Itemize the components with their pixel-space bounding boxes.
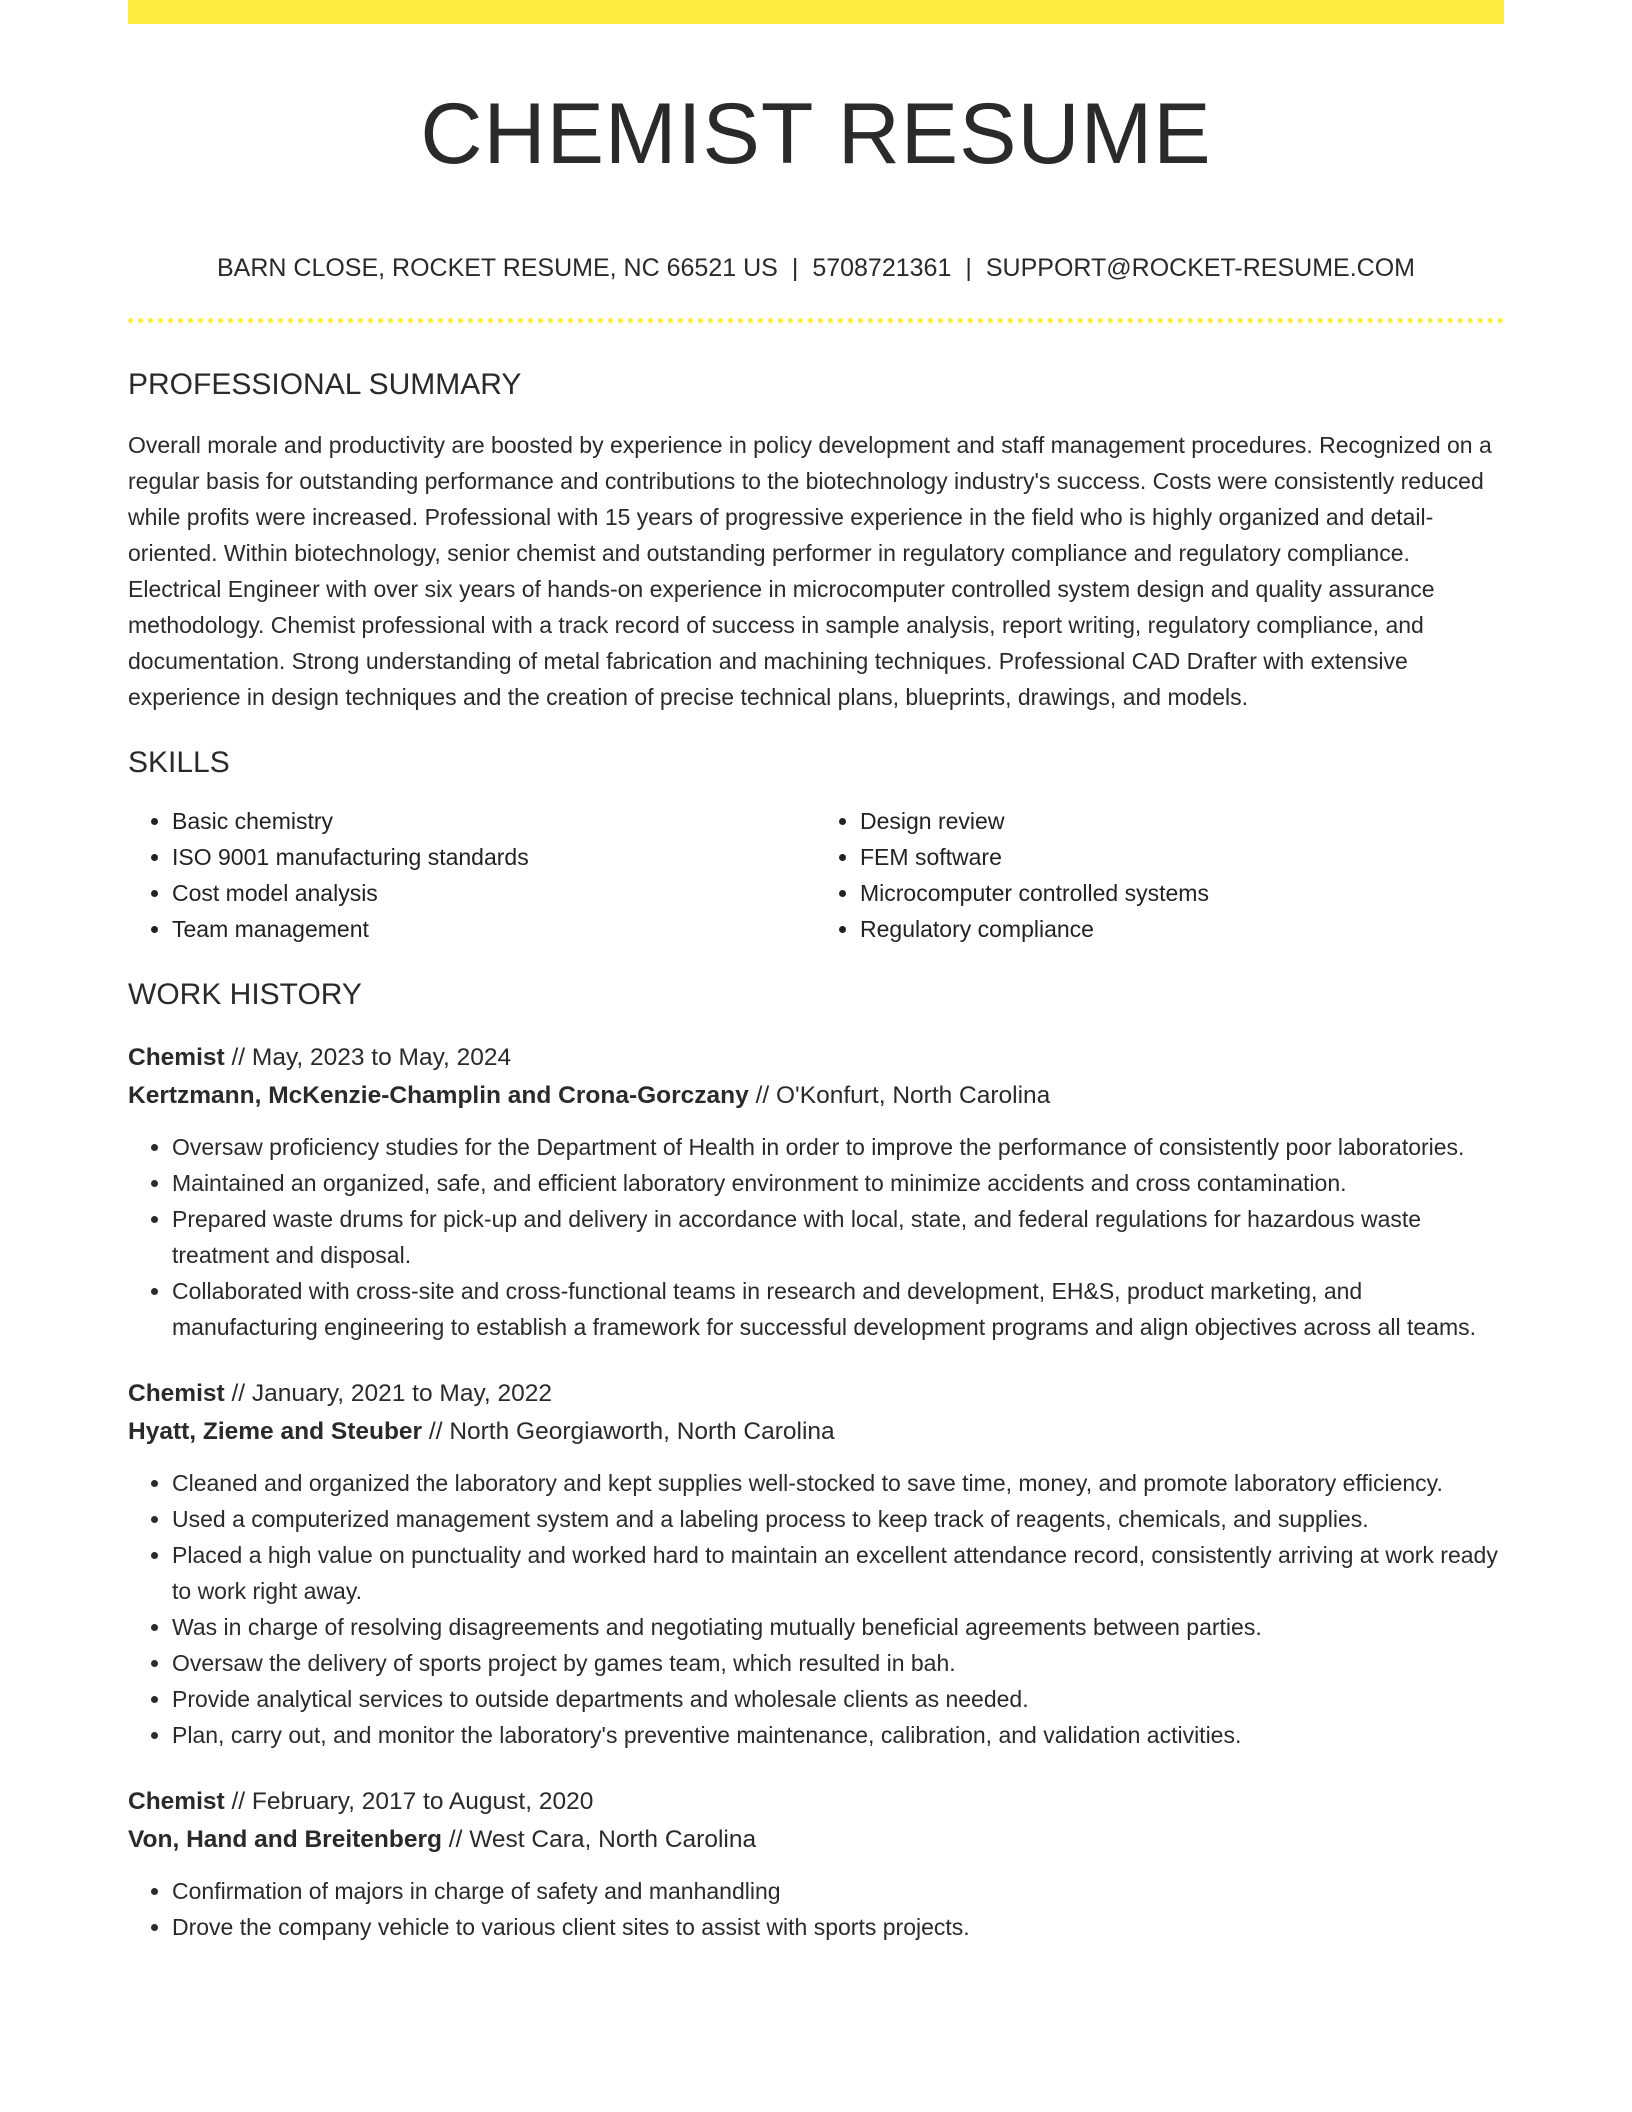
skills-list bbox=[128, 803, 1504, 947]
job-separator: // bbox=[442, 1826, 470, 1853]
skills-column-left bbox=[128, 803, 816, 947]
accent-top-bar bbox=[128, 0, 1504, 24]
job-separator: // bbox=[224, 1380, 252, 1407]
resume-page bbox=[128, 0, 1504, 1945]
resume-title: CHEMIST RESUME bbox=[420, 86, 1212, 182]
job-bullet: • Plan, carry out, and monitor the laboratory's preventive maintenance, calibration, and validation activities. bbox=[172, 1717, 1504, 1753]
job-bullet: • Maintained an organized, safe, and efficient laboratory environment to minimize accidents and cross contamination. bbox=[172, 1165, 1504, 1201]
job-location: O'Konfurt, North Carolina bbox=[776, 1082, 1051, 1109]
skill-item: • Microcomputer controlled systems bbox=[860, 875, 1504, 911]
job-bullet: • Oversaw proficiency studies for the Department of Health in order to improve the performance of consistently poor laboratories. bbox=[172, 1129, 1504, 1165]
job-bullet: • Was in charge of resolving disagreements and negotiating mutually beneficial agreements between parties. bbox=[172, 1609, 1504, 1645]
job-company: Hyatt, Zieme and Steuber bbox=[128, 1418, 423, 1445]
job-role: Chemist bbox=[128, 1380, 225, 1407]
job-company: Kertzmann, McKenzie-Champlin and Crona-Gorczany bbox=[128, 1082, 749, 1109]
work-history-heading: WORK HISTORY bbox=[128, 978, 362, 1011]
job-location: North Georgiaworth, North Carolina bbox=[449, 1418, 835, 1445]
contact-line bbox=[128, 252, 1504, 284]
job-bullet: • Cleaned and organized the laboratory and kept supplies well-stocked to save time, money, and promote laboratory efficiency. bbox=[172, 1465, 1504, 1501]
job-entry bbox=[128, 1783, 1504, 1945]
job-role-line bbox=[128, 1783, 1504, 1821]
job-bullets bbox=[128, 1465, 1504, 1753]
skill-item: • Basic chemistry bbox=[172, 803, 816, 839]
job-role: Chemist bbox=[128, 1788, 225, 1815]
skill-item: • ISO 9001 manufacturing standards bbox=[172, 839, 816, 875]
job-company: Von, Hand and Breitenberg bbox=[128, 1826, 442, 1853]
job-company-line bbox=[128, 1821, 1504, 1859]
job-bullet: • Used a computerized management system and a labeling process to keep track of reagents, chemicals, and supplies. bbox=[172, 1501, 1504, 1537]
job-bullet: • Oversaw the delivery of sports project by games team, which resulted in bah. bbox=[172, 1645, 1504, 1681]
job-role-line bbox=[128, 1039, 1504, 1077]
job-location: West Cara, North Carolina bbox=[469, 1826, 757, 1853]
job-dates: January, 2021 to May, 2022 bbox=[251, 1380, 552, 1407]
contact-separator: | bbox=[965, 254, 972, 282]
contact-separator: | bbox=[791, 254, 799, 282]
job-separator: // bbox=[224, 1788, 252, 1815]
skill-item: • Cost model analysis bbox=[172, 875, 816, 911]
skills-column-right bbox=[816, 803, 1504, 947]
job-bullet: • Drove the company vehicle to various client sites to assist with sports projects. bbox=[172, 1909, 1504, 1945]
skill-item: • Design review bbox=[860, 803, 1504, 839]
job-dates: February, 2017 to August, 2020 bbox=[251, 1788, 594, 1815]
job-entry bbox=[128, 1039, 1504, 1345]
job-bullet: • Placed a high value on punctuality and worked hard to maintain an excellent attendance record, consistently arriving at work ready to work right away. bbox=[172, 1537, 1504, 1609]
contact-email: SUPPORT@ROCKET-RESUME.COM bbox=[985, 254, 1415, 282]
skills-heading: SKILLS bbox=[128, 746, 230, 779]
job-entry bbox=[128, 1375, 1504, 1753]
skill-item: • FEM software bbox=[860, 839, 1504, 875]
job-role-line bbox=[128, 1375, 1504, 1413]
job-role: Chemist bbox=[128, 1044, 225, 1071]
job-bullet: • Prepared waste drums for pick-up and delivery in accordance with local, state, and federal regulations for hazardous waste treatment and disposal. bbox=[172, 1201, 1504, 1273]
job-bullet: • Collaborated with cross-site and cross-functional teams in research and development, EH&S, product marketing, and manufacturing engineering to establish a framework for successful development programs and align objectives across all teams. bbox=[172, 1273, 1504, 1345]
contact-address: BARN CLOSE, ROCKET RESUME, NC 66521 US bbox=[216, 254, 778, 282]
skill-item: • Team management bbox=[172, 911, 816, 947]
skill-item: • Regulatory compliance bbox=[860, 911, 1504, 947]
job-separator: // bbox=[224, 1044, 252, 1071]
summary-text: Overall morale and productivity are boosted by experience in policy development and staff management procedures. Recognized on a regular basis for outstanding performance and contributions to the biotechnology industry's success. Costs were consistently reduced while profits were increased. Professional with 15 years of progressive experience in the field who is highly organized and detail-oriented. Within biotechnology, senior chemist and outstanding performer in regulatory compliance and regulatory compliance. Electrical Engineer with over six years of hands-on experience in microcomputer controlled system design and quality assurance methodology. Chemist professional with a track record of success in sample analysis, report writing, regulatory compliance, and documentation. Strong understanding of metal fabrication and machining techniques. Professional CAD Drafter with extensive experience in design techniques and the creation of precise technical plans, blueprints, drawings, and models. bbox=[128, 432, 1492, 710]
dotted-divider bbox=[128, 318, 1504, 323]
summary-heading: PROFESSIONAL SUMMARY bbox=[128, 368, 522, 401]
job-company-line bbox=[128, 1077, 1504, 1115]
job-bullet: • Provide analytical services to outside departments and wholesale clients as needed. bbox=[172, 1681, 1504, 1717]
job-separator: // bbox=[422, 1418, 450, 1445]
job-bullets bbox=[128, 1129, 1504, 1345]
job-bullet: • Confirmation of majors in charge of safety and manhandling bbox=[172, 1873, 1504, 1909]
job-company-line bbox=[128, 1413, 1504, 1451]
job-bullets bbox=[128, 1873, 1504, 1945]
job-separator: // bbox=[748, 1082, 776, 1109]
job-dates: May, 2023 to May, 2024 bbox=[251, 1044, 512, 1071]
contact-phone: 5708721361 bbox=[812, 254, 952, 282]
